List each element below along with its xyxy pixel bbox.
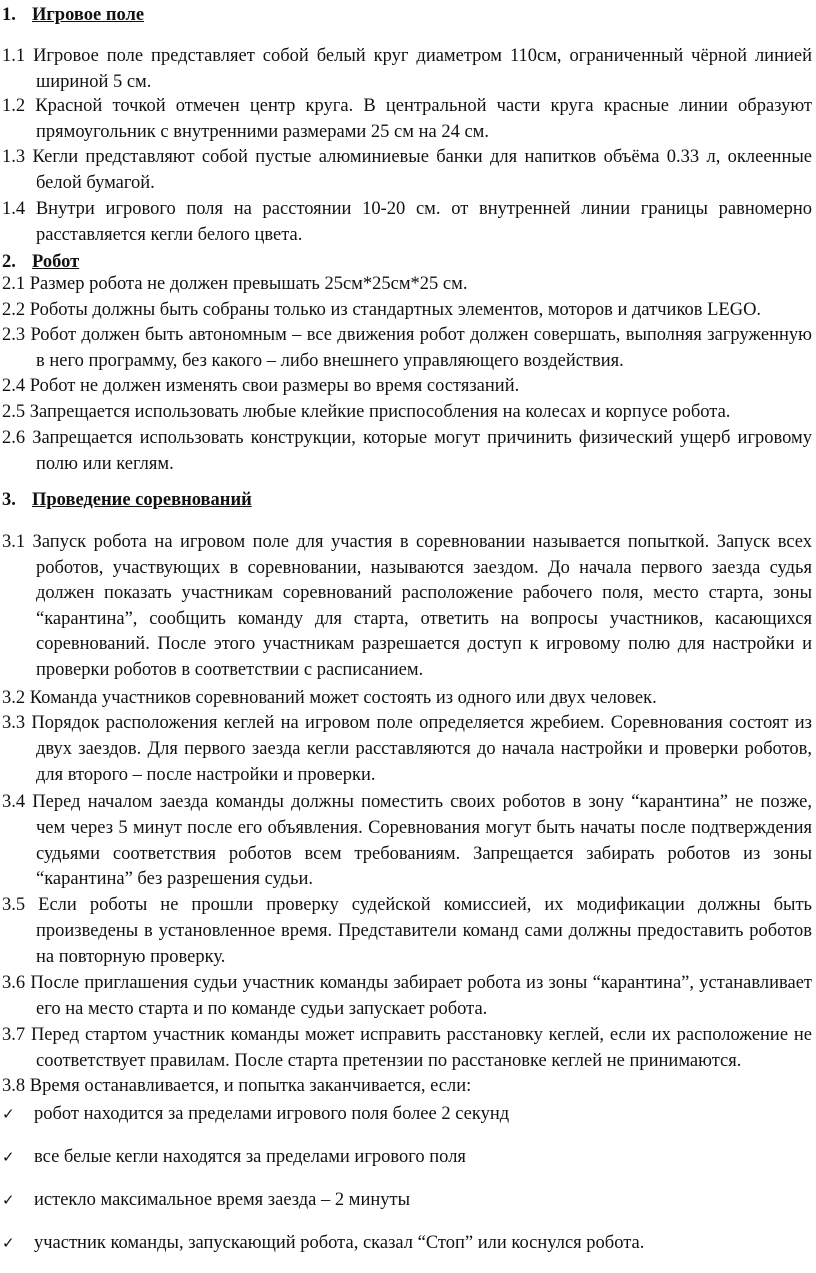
list-item-2-2: 2.2 Роботы должны быть собраны только из стандартных элементов, моторов и датчиков LEGO. [2,300,762,320]
list-item-3-5: 3.5 Если роботы не прошли проверку судейской комиссией, их модификации должны быть произведены в установленное время. Представители команд сами должны предоставить роботов на повторную проверку. [2,895,812,967]
section-title: Проведение соревнований [32,490,252,510]
list-item-3-7: 3.7 Перед стартом участник команды может исправить расстановку кеглей, если их расположение не соответствует правилам. После старта претензии по расстановке кеглей не принимаются. [2,1025,812,1071]
list-item-3-1: 3.1 Запуск робота на игровом поле для участия в соревновании называется попыткой. Запуск всех роботов, участвующих в соревновании, называются заездом. До начала первого заезда судья должен показать участникам соревнований расположение рабочего поля, место старта, зоны “карантина”, сообщить команду для старта, ответить на вопросы участников, касающихся соревнований. После этого участникам разрешается доступ к игровому полю для настройки и проверки роботов в соответствии с расписанием. [2,532,812,680]
list-item-3-8: 3.8 Время останавливается, и попытка заканчивается, если: [2,1076,472,1096]
checklist-item-text: все белые кегли находятся за пределами игрового поля [34,1147,466,1167]
checklist-item-text: робот находится за пределами игрового поля более 2 секунд [34,1104,510,1124]
list-item-3-2: 3.2 Команда участников соревнований может состоять из одного или двух человек. [2,688,657,708]
checkmark-icon: ✓ [2,1148,15,1166]
checkmark-icon: ✓ [2,1105,15,1123]
list-item-3-3: 3.3 Порядок расположения кеглей на игровом поле определяется жребием. Соревнования состоят из двух заездов. Для первого заезда кегли расставляются до начала настройки и проверки роботов, для второго – после настройки и проверки. [2,713,812,785]
section-heading-2 [2,251,79,273]
section-title: Игровое поле [32,5,145,25]
checklist-item [2,1189,410,1211]
list-item-2-3: 2.3 Робот должен быть автономным – все движения робот должен совершать, выполняя загруженную в него программу, без какого – либо внешнего управляющего воздействия. [2,325,812,371]
list-item-3-4: 3.4 Перед началом заезда команды должны поместить своих роботов в зону “карантина” не позже, чем через 5 минут после его объявления. Соревнования могут быть начаты после подтверждения судьями соответствия роботов всем требованиям. Запрещается забирать роботов из зоны “карантина” без разрешения судьи. [2,792,812,890]
list-item-2-4: 2.4 Робот не должен изменять свои размеры во время состязаний. [2,376,520,396]
checklist-item-text: истекло максимальное время заезда – 2 минуты [34,1190,411,1210]
section-number: 3. [2,490,16,510]
checklist-item-text: участник команды, запускающий робота, сказал “Стоп” или коснулся робота. [34,1233,645,1253]
list-item-1-2: 1.2 Красной точкой отмечен центр круга. В центральной части круга красные линии образуют прямоугольник с внутренними размерами 25 см на 24 см. [2,96,812,142]
list-item-2-6: 2.6 Запрещается использовать конструкции, которые могут причинить физический ущерб игровому полю или кеглям. [2,428,812,474]
checklist-item [2,1146,466,1168]
list-item-3-6: 3.6 После приглашения судьи участник команды забирает робота из зоны “карантина”, устанавливает его на место старта и по команде судьи запускает робота. [2,973,812,1019]
section-heading-3 [2,489,252,511]
list-item-2-1: 2.1 Размер робота не должен превышать 25см*25см*25 см. [2,274,468,294]
section-heading-1 [2,4,144,26]
section-number: 2. [2,252,16,272]
checkmark-icon: ✓ [2,1234,15,1252]
list-item-2-5: 2.5 Запрещается использовать любые клейкие приспособления на колесах и корпусе робота. [2,402,731,422]
checkmark-icon: ✓ [2,1191,15,1209]
section-number: 1. [2,5,16,25]
list-item-1-1: 1.1 Игровое поле представляет собой белый круг диаметром 110см, ограниченный чёрной линией шириной 5 см. [2,46,812,92]
checklist-item [2,1103,509,1125]
section-title: Робот [32,252,80,272]
list-item-1-3: 1.3 Кегли представляют собой пустые алюминиевые банки для напитков объёма 0.33 л, оклеенные белой бумагой. [2,147,812,193]
checklist-item [2,1232,644,1254]
list-item-1-4: 1.4 Внутри игрового поля на расстоянии 10-20 см. от внутренней линии границы равномерно расставляется кегли белого цвета. [2,199,812,245]
